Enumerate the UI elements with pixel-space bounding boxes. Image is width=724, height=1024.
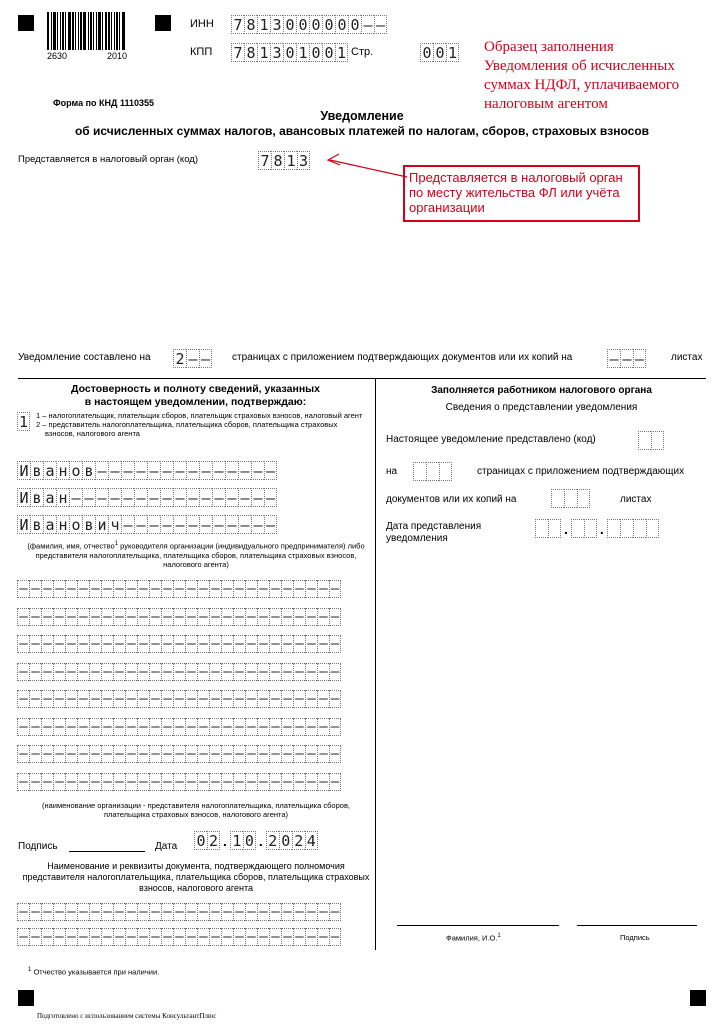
on-label: на (386, 466, 398, 477)
char-cell: 3 (270, 43, 283, 62)
char-cell: – (607, 349, 620, 368)
tax-authority-cells (258, 151, 310, 170)
signer-options (36, 411, 366, 438)
char-cell: 0 (296, 15, 309, 34)
char-cell: 1 (284, 151, 297, 170)
char-cell: – (134, 488, 147, 507)
char-cell: – (147, 461, 160, 480)
char-cell: 3 (298, 152, 309, 170)
char-cell: – (212, 488, 225, 507)
char-cell: – (108, 488, 121, 507)
signer-option-2: 2 – представитель налогоплательщика, плательщика сборов, плательщика страховых взносов, налогового агента (36, 420, 338, 438)
kpp-label: КПП (190, 46, 213, 58)
char-cell: 0 (348, 15, 361, 34)
char-cell: 2 (208, 832, 219, 850)
char-cell: – (108, 461, 121, 480)
char-cell: в (82, 461, 95, 480)
char-cell: 0 (322, 15, 335, 34)
char-cell: в (30, 488, 43, 507)
char-cell: И (17, 515, 30, 534)
barcode-number-2: 2010 (106, 51, 127, 61)
document-heading: Наименование и реквизиты документа, подтверждающего полномочия представителя налогоплательщика, плательщика сборов, плательщика страховых взносов, налогового агента (22, 861, 370, 893)
char-cell: 0 (309, 15, 322, 34)
signature-line (69, 851, 145, 852)
char-cell: – (265, 516, 276, 534)
char-cell: 3 (270, 15, 283, 34)
char-cell: 1 (257, 15, 270, 34)
char-cell: 1 (296, 43, 309, 62)
char-cell: а (43, 488, 56, 507)
char-cell: 0 (433, 43, 446, 62)
org-note: (наименование организации - представителя налогоплательщика, плательщика сборов, плательщика страховых взносов, налогового агента) (41, 801, 351, 819)
char-cell: – (199, 515, 212, 534)
pages-cells (173, 349, 212, 368)
form-title: Уведомление (320, 109, 404, 123)
date-label: Дата (155, 841, 178, 852)
char-cell: – (199, 461, 212, 480)
empty-dash-row: – – – – – – – – – – – – – – – – – – – – – – – – – – – (17, 903, 341, 921)
official-date-cells: . . (535, 519, 659, 538)
char-cell: 8 (244, 43, 257, 62)
char-cell: – (225, 515, 238, 534)
org-name-rows (17, 580, 341, 800)
char-cell: в (30, 515, 43, 534)
signature-label: Подпись (18, 841, 58, 852)
kpp-cells (231, 43, 348, 62)
char-cell: – (265, 462, 276, 480)
char-cell: – (251, 461, 264, 480)
official-signature-label: Подпись (620, 933, 650, 942)
char-cell: н (56, 515, 69, 534)
char-cell: – (238, 488, 251, 507)
char-cell: – (121, 515, 134, 534)
char-cell: 2 (266, 831, 279, 850)
official-fio-line (397, 925, 559, 926)
section-divider (375, 378, 376, 950)
barcode (47, 12, 127, 61)
char-cell: а (43, 461, 56, 480)
char-cell: н (56, 488, 69, 507)
char-cell: 2 (292, 831, 305, 850)
char-cell: – (147, 488, 160, 507)
char-cell: – (173, 461, 186, 480)
empty-dash-row: – – – – – – – – – – – – – – – – – – – – – – – – – – – (17, 928, 341, 946)
char-cell: 0 (309, 43, 322, 62)
empty-dash-row: – – – – – – – – – – – – – – – – – – – – – – – – – – – (17, 635, 341, 653)
char-cell: н (56, 461, 69, 480)
page-cells (420, 43, 459, 62)
date-cells: 0 2 . 1 0 . 2 0 2 4 (194, 831, 318, 850)
char-cell: – (200, 350, 211, 368)
official-sheets-label: листах (620, 494, 652, 505)
corner-marker-top-left (18, 15, 34, 31)
empty-dash-row: – – – – – – – – – – – – – – – – – – – – – – – – – – – (17, 745, 341, 763)
pages-prefix: Уведомление составлено на (18, 352, 151, 363)
form-code: Форма по КНД 1110355 (53, 98, 154, 108)
char-cell: 7 (258, 151, 271, 170)
char-cell: – (251, 488, 264, 507)
char-cell: 8 (271, 151, 284, 170)
char-cell: – (225, 461, 238, 480)
empty-dash-row: – – – – – – – – – – – – – – – – – – – – – – – – – – – (17, 580, 341, 598)
char-cell: 7 (231, 43, 244, 62)
char-cell: – (69, 488, 82, 507)
char-cell: – (225, 488, 238, 507)
char-cell: в (82, 515, 95, 534)
tax-authority-annotation: Представляется в налоговый орган по месту жительства ФЛ или учёта организации (403, 165, 640, 222)
char-cell: – (121, 488, 134, 507)
char-cell: – (212, 461, 225, 480)
submitted-code-cells (638, 431, 664, 450)
empty-dash-row: – – – – – – – – – – – – – – – – – – – – – – – – – – – (17, 773, 341, 791)
char-cell: 4 (306, 832, 316, 850)
name-cells (17, 488, 277, 507)
char-cell: о (69, 515, 82, 534)
char-cell: ч (108, 515, 121, 534)
char-cell: – (361, 15, 374, 34)
corner-marker-top-mid (155, 15, 171, 31)
char-cell: и (95, 515, 108, 534)
char-cell: 0 (194, 831, 207, 850)
char-cell: – (634, 350, 645, 368)
official-heading: Заполняется работником налогового органа (431, 385, 652, 396)
date-month-cells (230, 831, 256, 850)
char-cell: – (620, 349, 633, 368)
barcode-number-1: 2630 (47, 51, 68, 61)
char-cell: – (238, 515, 251, 534)
official-fio-label: Фамилия, И.О.$^1$ (446, 933, 501, 943)
char-cell: 0 (335, 15, 348, 34)
signer-option-1: 1 – налогоплательщик, плательщик сборов, плательщик страховых взносов, налоговый агент (36, 411, 363, 420)
section-top-line (18, 378, 706, 379)
signer-type-cell: 1 (18, 413, 29, 431)
char-cell: И (17, 461, 30, 480)
official-date-label: Дата представления уведомления (386, 521, 482, 544)
char-cell: 7 (231, 15, 244, 34)
inn-label: ИНН (190, 18, 214, 30)
footnote: $^1$ Отчество указывается при наличии. (28, 967, 160, 977)
char-cell: 0 (322, 43, 335, 62)
char-cell: 1 (257, 43, 270, 62)
char-cell: – (251, 515, 264, 534)
char-cell: – (173, 515, 186, 534)
fio-note: (фамилия, имя, отчество$^1$ руководителя организации (индивидуального предпринимателя) либо представителя налогоплательщика, плательщика сборов, плательщика страховых взносов, налогового агента) (27, 541, 365, 569)
empty-dash-row: – – – – – – – – – – – – – – – – – – – – – – – – – – – (17, 718, 341, 736)
char-cell: 1 (447, 44, 458, 62)
char-cell: 0 (283, 15, 296, 34)
page-label: Стр. (351, 46, 374, 58)
confirmation-heading: Достоверность и полноту сведений, указанных в настоящем уведомлении, подтверждаю: (71, 383, 320, 408)
char-cell: 0 (279, 831, 292, 850)
corner-marker-bottom-left (18, 990, 34, 1006)
date-day-cells (194, 831, 220, 850)
char-cell: – (121, 461, 134, 480)
char-cell: – (186, 488, 199, 507)
char-cell: – (186, 349, 199, 368)
document-rows (17, 903, 341, 953)
char-cell: – (265, 489, 276, 507)
char-cell: в (30, 461, 43, 480)
char-cell: 1 (336, 44, 347, 62)
char-cell: а (43, 515, 56, 534)
char-cell: 1 (230, 831, 243, 850)
official-sheets-cells (551, 489, 590, 508)
char-cell: И (17, 488, 30, 507)
char-cell: – (134, 515, 147, 534)
char-cell: – (82, 488, 95, 507)
form-subtitle: об исчисленных суммах налогов, авансовых платежей по налогам, сборов, страховых взносов (74, 124, 650, 138)
char-cell: – (186, 515, 199, 534)
char-cell: – (160, 515, 173, 534)
official-pages-text: страницах с приложением подтверждающих (477, 466, 685, 477)
date-year-cells (266, 831, 318, 850)
submitted-label: Настоящее уведомление представлено (код) (386, 434, 596, 445)
sample-annotation-title: Образец заполнения Уведомления об исчисленных суммах НДФЛ, уплачиваемого налоговым агентом (484, 39, 680, 112)
char-cell: 0 (244, 832, 254, 850)
char-cell: – (160, 488, 173, 507)
char-cell: – (212, 515, 225, 534)
empty-dash-row: – – – – – – – – – – – – – – – – – – – – – – – – – – – (17, 663, 341, 681)
tax-authority-label: Представляется в налоговый орган (код) (18, 154, 198, 165)
corner-marker-bottom-right (690, 990, 706, 1006)
pages-suffix: листах (671, 352, 703, 363)
char-cell: – (173, 488, 186, 507)
char-cell: 8 (244, 15, 257, 34)
char-cell: 2 (173, 349, 186, 368)
attach-cells (607, 349, 646, 368)
pages-middle: страницах с приложением подтверждающих документов или их копий на (232, 352, 573, 363)
surname-cells (17, 461, 277, 480)
footer-note: Подготовлено с использованием системы КонсультантПлюс (37, 1012, 217, 1020)
char-cell: – (134, 461, 147, 480)
char-cell: 0 (420, 43, 433, 62)
char-cell: – (95, 488, 108, 507)
char-cell: – (147, 515, 160, 534)
char-cell: 0 (283, 43, 296, 62)
annotation-arrow-icon (310, 150, 410, 180)
empty-dash-row: – – – – – – – – – – – – – – – – – – – – – – – – – – – (17, 608, 341, 626)
patronymic-cells (17, 515, 277, 534)
char-cell: – (238, 461, 251, 480)
inn-cells (231, 15, 387, 34)
char-cell: – (95, 461, 108, 480)
official-pages-cells (413, 462, 452, 481)
official-subheading: Сведения о представлении уведомления (445, 402, 638, 413)
official-signature-line (577, 925, 697, 926)
empty-dash-row: – – – – – – – – – – – – – – – – – – – – – – – – – – – (17, 690, 341, 708)
char-cell: – (375, 16, 386, 34)
char-cell: – (160, 461, 173, 480)
char-cell: – (186, 461, 199, 480)
char-cell: о (69, 461, 82, 480)
official-docs-text: документов или их копий на (386, 494, 517, 505)
char-cell: – (199, 488, 212, 507)
